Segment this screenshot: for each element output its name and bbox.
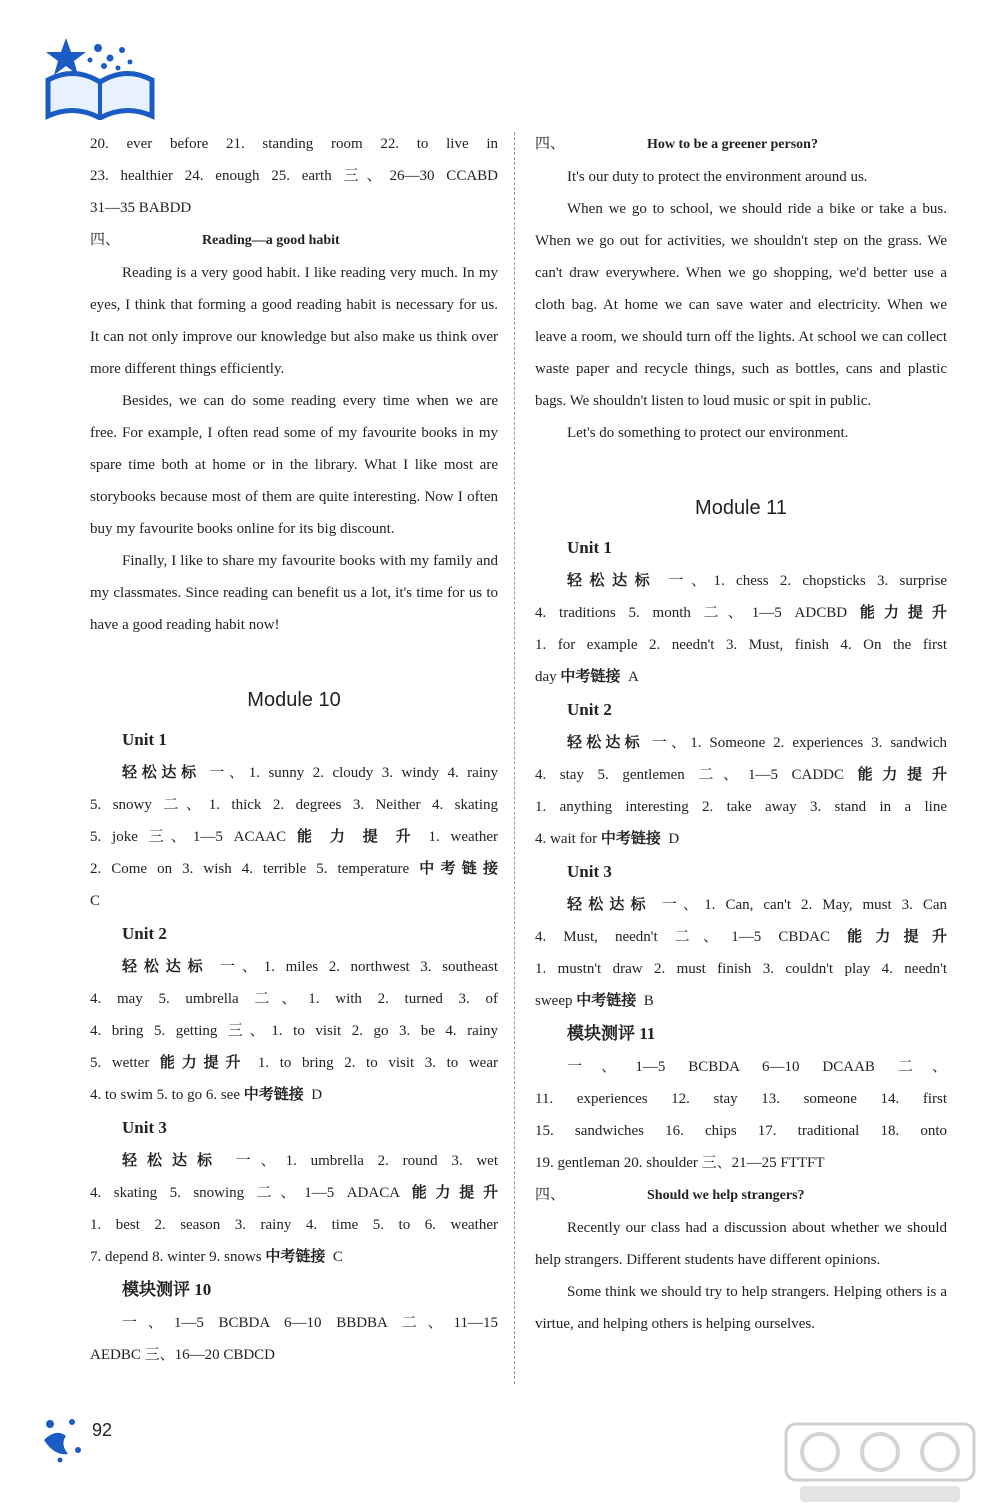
answer-text: 4. skating 5. snowing 二、1—5 ADACA bbox=[90, 1185, 412, 1201]
answer-line bbox=[90, 853, 498, 885]
answer-line bbox=[90, 951, 498, 983]
answer-line: 20. ever before 21. standing room 22. to live in bbox=[90, 136, 498, 152]
answer-text: 一、1. umbrella 2. round 3. wet bbox=[221, 1153, 498, 1169]
answer-line bbox=[90, 1177, 498, 1209]
watermark-logo bbox=[780, 1418, 980, 1508]
answer-line bbox=[535, 823, 947, 855]
tag-ability: 能力提升 bbox=[847, 929, 947, 945]
answer-line: 11. experiences 12. stay 13. someone 14. first bbox=[535, 1091, 947, 1107]
answer-line bbox=[90, 757, 498, 789]
tag-easy: 轻松达标 bbox=[122, 959, 210, 975]
exam-answer: D bbox=[311, 1087, 323, 1103]
answer-text: 4. stay 5. gentlemen 二、1—5 CADDC bbox=[535, 767, 858, 783]
unit-title: Unit 2 bbox=[122, 924, 167, 943]
essay-heading bbox=[535, 1179, 947, 1212]
essay-paragraph: Besides, we can do some reading every time when we are free. For example, I often read some of my favourite books in my spare time both at home or in the library. What I like most are storybooks because most of them are quite interesting. Now I often buy my favourite books online for its big discount. bbox=[90, 393, 498, 537]
essay-title: Should we help strangers? bbox=[647, 1188, 805, 1203]
unit-title: Unit 2 bbox=[567, 700, 612, 719]
section-marker: 四、 bbox=[90, 232, 121, 248]
answer-line bbox=[535, 661, 947, 693]
answer-line: 4. may 5. umbrella 二、1. with 2. turned 3. of bbox=[90, 991, 498, 1007]
answer-text: 4. to swim 5. to go 6. see bbox=[90, 1087, 244, 1103]
tag-exam: 中考链接 bbox=[600, 831, 661, 847]
unit-title: Unit 1 bbox=[567, 538, 612, 557]
answer-line: 19. gentleman 20. shoulder 三、21—25 FTTFT bbox=[535, 1155, 825, 1171]
answer-line: 1. for example 2. needn't 3. Must, finish 4. On the first bbox=[535, 637, 947, 653]
tag-ability: 能力提升 bbox=[859, 605, 947, 621]
answer-line bbox=[535, 759, 947, 791]
answer-text: 7. depend 8. winter 9. snows bbox=[90, 1249, 266, 1265]
answer-text: 4. Must, needn't 二、1—5 CBDAC bbox=[535, 929, 848, 945]
answer-line: 1. anything interesting 2. take away 3. stand in a line bbox=[535, 799, 947, 815]
answer-text: 5. joke 三、1—5 ACAAC bbox=[90, 829, 297, 845]
tag-exam: 中考链接 bbox=[243, 1087, 304, 1103]
tag-easy: 轻松达标 bbox=[567, 897, 652, 913]
essay-paragraph: Reading is a very good habit. I like reading very much. In my eyes, I think that forming a good reading habit is necessary for us. It can not only improve our knowledge but also make us think over more different things efficiently. bbox=[90, 265, 498, 377]
essay-title: Reading—a good habit bbox=[202, 233, 340, 248]
answer-line bbox=[90, 1047, 498, 1079]
tag-easy: 轻松达标 bbox=[122, 1153, 222, 1169]
essay-paragraph: Recently our class had a discussion about whether we should help strangers. Different students have different opinions. bbox=[535, 1220, 947, 1268]
answer-text: 一、1. Someone 2. experiences 3. sandwich bbox=[643, 735, 947, 751]
answer-text: 4. wait for bbox=[535, 831, 601, 847]
unit-title: Unit 3 bbox=[122, 1118, 167, 1137]
tag-exam: 中考链接 bbox=[576, 993, 637, 1009]
module-title: Module 10 bbox=[247, 689, 341, 711]
answer-text: 1. weather bbox=[417, 829, 498, 845]
answer-text: 4. traditions 5. month 二、1—5 ADCBD bbox=[535, 605, 860, 621]
module-title: Module 11 bbox=[695, 497, 787, 519]
tag-ability: 能力提升 bbox=[411, 1185, 498, 1201]
answer-line: AEDBC 三、16—20 CBDCD bbox=[90, 1347, 276, 1363]
answer-text: 一、1. sunny 2. cloudy 3. windy 4. rainy bbox=[200, 765, 498, 781]
module-test-title: 模块测评 10 bbox=[122, 1280, 212, 1299]
tag-ability: 能力提升 bbox=[857, 767, 947, 783]
answer-line bbox=[535, 727, 947, 759]
exam-answer: D bbox=[668, 831, 680, 847]
essay-paragraph: When we go to school, we should ride a bike or take a bus. When we go out for activities, we shouldn't step on the grass. We can't draw everywhere. When we go shopping, we'd better use a cloth bag. At home we can save water and electricity. When we leave a room, we should turn off the lights. At school we can collect waste paper and recycle things, such as bottles, cans and plastic bags. We shouldn't listen to loud music or spit in public. bbox=[535, 201, 947, 409]
unit-title: Unit 3 bbox=[567, 862, 612, 881]
answer-line bbox=[535, 565, 947, 597]
essay-title: How to be a greener person? bbox=[647, 137, 818, 152]
answer-line bbox=[535, 985, 947, 1017]
answer-text: 一、1. miles 2. northwest 3. southeast bbox=[209, 959, 498, 975]
tag-exam: 中考链接 bbox=[419, 861, 498, 877]
answer-line bbox=[535, 889, 947, 921]
book-star-logo bbox=[40, 36, 160, 120]
answer-line: 23. healthier 24. enough 25. earth 三、26—30 CCABD bbox=[90, 168, 498, 184]
essay-paragraph: It's our duty to protect the environment around us. bbox=[567, 169, 868, 185]
answer-line: 15. sandwiches 16. chips 17. traditional 18. onto bbox=[535, 1123, 947, 1139]
tag-easy: 轻松达标 bbox=[567, 735, 644, 751]
essay-paragraph: Let's do something to protect our environment. bbox=[567, 425, 849, 441]
tag-ability: 能 力 提 升 bbox=[296, 829, 418, 845]
answer-line bbox=[90, 1079, 498, 1111]
answer-line bbox=[535, 597, 947, 629]
answer-line bbox=[535, 921, 947, 953]
section-marker: 四、 bbox=[535, 136, 566, 152]
tag-easy: 轻松达标 bbox=[122, 765, 201, 781]
answer-text: sweep bbox=[535, 993, 577, 1009]
essay-heading bbox=[90, 224, 498, 257]
answer-line: 1. mustn't draw 2. must finish 3. couldn't play 4. needn't bbox=[535, 961, 947, 977]
answer-line bbox=[90, 1241, 498, 1273]
tag-exam: 中考链接 bbox=[560, 669, 621, 685]
exam-answer: C bbox=[332, 1249, 343, 1265]
unit-title: Unit 1 bbox=[122, 730, 167, 749]
page-number: 92 bbox=[92, 1420, 113, 1440]
answer-line: 4. bring 5. getting 三、1. to visit 2. go 3. be 4. rainy bbox=[90, 1023, 498, 1039]
answer-text: day bbox=[535, 669, 561, 685]
left-column bbox=[90, 128, 498, 1371]
answer-line: 一、1—5 BCBDA 6—10 DCAAB 二、 bbox=[567, 1059, 947, 1075]
exam-answer: A bbox=[627, 669, 639, 685]
column-divider bbox=[514, 132, 515, 1384]
essay-paragraph: Finally, I like to share my favourite books with my family and my classmates. Since reading can benefit us a lot, it's time for us to have a good reading habit now! bbox=[90, 553, 498, 633]
answer-text: 2. Come on 3. wish 4. terrible 5. temperature bbox=[90, 861, 420, 877]
tag-exam: 中考链接 bbox=[265, 1249, 326, 1265]
answer-text: 1. to bring 2. to visit 3. to wear bbox=[247, 1055, 498, 1071]
module-test-title: 模块测评 11 bbox=[567, 1024, 656, 1043]
right-column bbox=[535, 128, 947, 1340]
answer-line bbox=[90, 821, 498, 853]
answer-line bbox=[90, 1145, 498, 1177]
answer-text: 5. wetter bbox=[90, 1055, 160, 1071]
answer-text: 一、1. Can, can't 2. May, must 3. Can bbox=[651, 897, 947, 913]
tag-easy: 轻松达标 bbox=[567, 573, 658, 589]
tag-ability: 能力提升 bbox=[159, 1055, 248, 1071]
exam-answer: B bbox=[643, 993, 654, 1009]
essay-paragraph: Some think we should try to help strangers. Helping others is a virtue, and helping others is helping ourselves. bbox=[535, 1284, 947, 1332]
answer-line: 1. best 2. season 3. rainy 4. time 5. to 6. weather bbox=[90, 1217, 498, 1233]
answer-line: 31—35 BABDD bbox=[90, 200, 192, 216]
answer-text: 一、1. chess 2. chopsticks 3. surprise bbox=[657, 573, 947, 589]
answer-line: 一、1—5 BCBDA 6—10 BBDBA 二、11—15 bbox=[122, 1315, 498, 1331]
essay-heading bbox=[535, 128, 947, 161]
answer-line: 5. snowy 二、1. thick 2. degrees 3. Neither 4. skating bbox=[90, 797, 498, 813]
answer-line: C bbox=[90, 893, 101, 909]
section-marker: 四、 bbox=[535, 1187, 566, 1203]
